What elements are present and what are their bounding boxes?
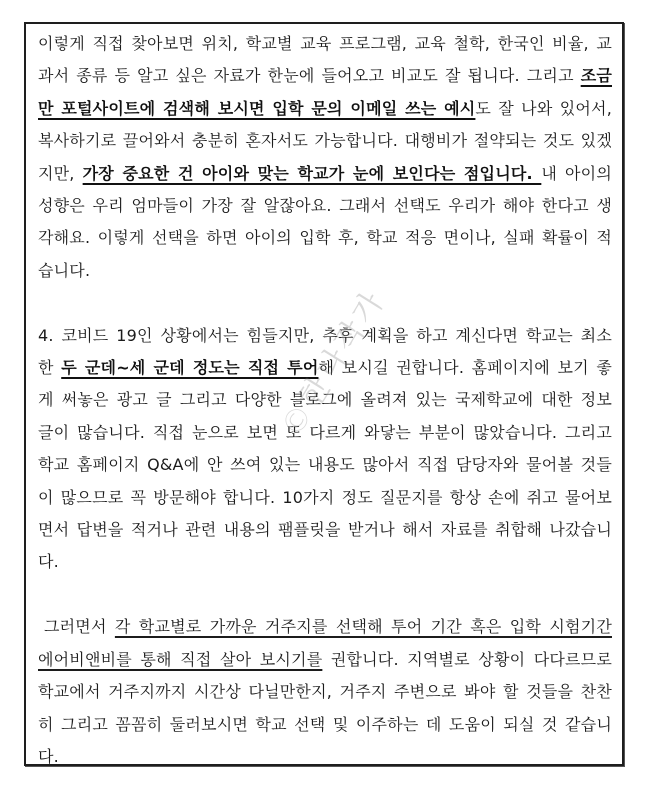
text-segment: 권합니다. 지역별로 상황이 다다르므로 학교에서 거주지까지 시간상 다닐만한지, 거주지 주변으로 봐야 할 것들을 찬찬히 그리고 꼼꼼히 둘러보시면 학교 선택 및 이주하는 데 도움이 되실 것 같습니다. <box>38 649 612 766</box>
emphasis-key-point: 가장 중요한 건 아이와 맞는 학교가 눈에 보인다는 점입니다. <box>82 163 542 183</box>
emphasis-school-tour: 두 군데~세 군데 정도는 직접 투어 <box>61 358 319 378</box>
text-segment: 내 아이의 성향은 우리 엄마들이 가장 잘 알잖아요. 그래서 선택도 우리가 해야 한다고 생각해요. 이렇게 선택을 하면 아이의 입학 후, 학교 적응 면이나, 실패 확률이 적습니다. <box>38 163 612 280</box>
emphasis-email-example: 조금만 포털사이트에 검색해 보시면 입학 문의 이메일 쓰는 예시 <box>38 66 612 118</box>
paragraph-2 <box>38 320 612 579</box>
paragraph-1 <box>38 28 612 287</box>
document-text-box <box>24 22 624 766</box>
copyright-watermark: ©한나작가 <box>274 283 393 443</box>
emphasis-airbnb-stay: 각 학교별로 가까운 거주지를 선택해 투어 기간 혹은 입학 시험기간 에어비앤비를 통해 직접 살아 보시기를 <box>38 617 612 669</box>
paragraph-3 <box>38 611 612 773</box>
text-segment: 4. 코비드 19인 상황에서는 힘들지만, 추후 계획을 하고 계신다면 학교는 최소한 <box>38 325 612 378</box>
text-segment: 그러면서 <box>44 617 115 637</box>
text-segment: 이렇게 직접 찾아보면 위치, 학교별 교육 프로그램, 교육 철학, 한국인 비율, 교과서 종류 등 알고 싶은 자료가 한눈에 들어오고 비교도 잘 됩니다. 그리고 <box>38 34 612 86</box>
text-segment: 도 잘 나와 있어서, 복사하기로 끌어와서 충분히 혼자서도 가능합니다. 대행비가 절약되는 것도 있겠지만, <box>38 98 612 183</box>
text-segment: 해 보시길 권합니다. 홈페이지에 보기 좋게 써놓은 광고 글 그리고 다양한 블로그에 올려져 있는 국제학교에 대한 정보 글이 많습니다. 직접 눈으로 보면 또 다르게 와닿는 부분이 많았습니다. 그리고 학교 홈페이지 Q&A에 안 쓰여 있는 내용도 많아서 직접 담당자와 물어볼 것들이 많으므로 꼭 방문해야 합니다. 10가지 정도 질문지를 항상 손에 쥐고 물어보면서 답변을 적거나 관련 내용의 팸플릿을 받거나 해서 자료를 취합해 나갔습니다. <box>38 358 612 572</box>
